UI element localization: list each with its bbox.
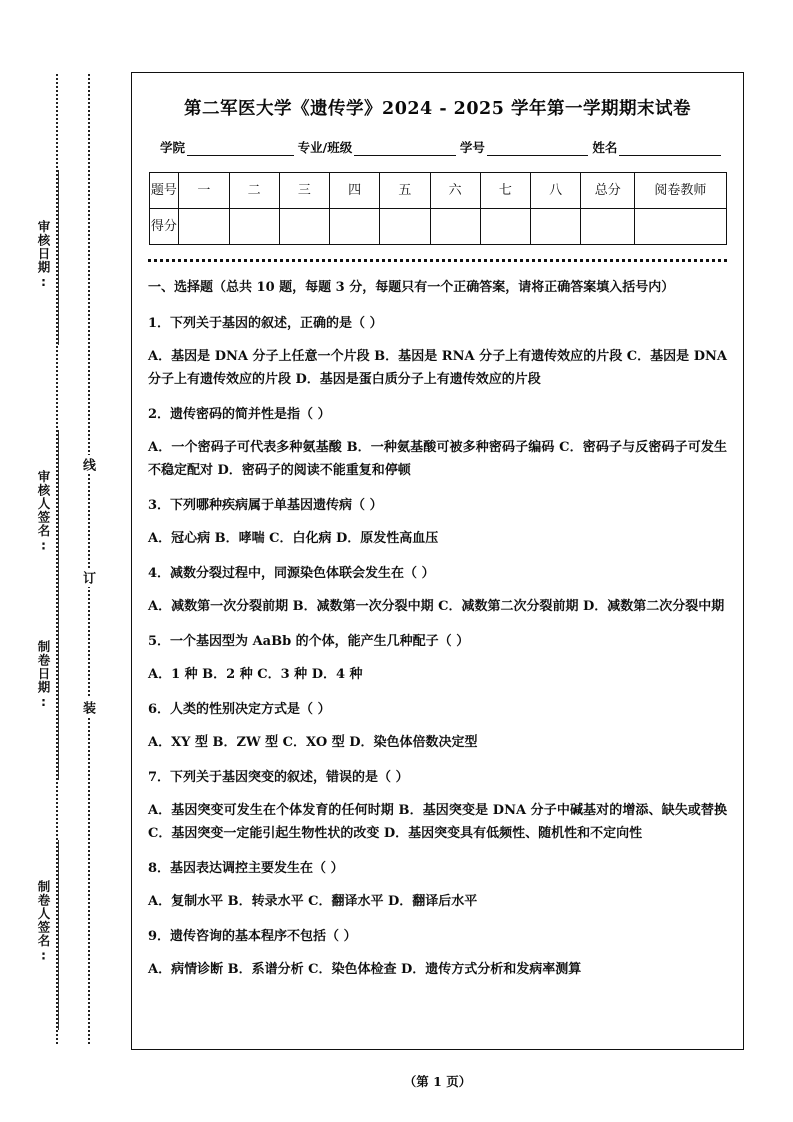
col-header-5: 五 [380,173,430,209]
question-9-options: A．病情诊断 B．系谱分析 C．染色体检查 D．遗传方式分析和发病率测算 [148,962,582,977]
question-5-stem: 5．一个基因型为 AaBb 的个体，能产生几种配子（ ） [148,634,470,649]
question-6-options: A．XY 型 B．ZW 型 C．XO 型 D．染色体倍数决定型 [148,735,478,750]
score-cell-6[interactable] [430,209,480,245]
fold-mark-pack: 装 [79,698,97,717]
question-2-stem: 2．遗传密码的简并性是指（ ） [148,407,331,422]
page-footer: （第 1 页） [403,1074,472,1089]
score-table [149,172,727,245]
col-header-2: 二 [229,173,279,209]
college-field[interactable] [187,141,294,156]
question-5-options: A．1 种 B．2 种 C．3 种 D．4 种 [148,667,363,682]
score-cell-total[interactable] [581,209,635,245]
question-8-stem: 8．基因表达调控主要发生在（ ） [148,861,344,876]
major-class-field[interactable] [354,141,456,156]
name-field[interactable] [619,141,721,156]
paper-maker-signature-rule [58,840,59,1030]
score-cell-4[interactable] [330,209,380,245]
paper-maker-signature-label: 制卷人签名: [36,880,51,964]
table-row-headers [149,173,726,209]
col-header-6: 六 [430,173,480,209]
score-cell-2[interactable] [229,209,279,245]
col-header-4: 四 [330,173,380,209]
audit-date-rule [58,170,59,345]
table-row-scores [149,209,726,245]
marking-teacher-header: 阅卷教师 [635,173,726,209]
score-row-header: 得分 [149,209,179,245]
fold-dash-line-outer [56,74,58,1044]
score-cell-5[interactable] [380,209,430,245]
score-cell-teacher[interactable] [635,209,726,245]
page-title: 第二军医大学《遗传学》2024 - 2025 学年第一学期期末试卷 [184,99,691,119]
question-1-stem: 1．下列关于基因的叙述，正确的是（ ） [148,316,383,331]
question-3-options: A．冠心病 B．哮喘 C．白化病 D．原发性高血压 [148,531,439,546]
fold-mark-bind: 订 [79,568,97,587]
margin-annotations [22,70,66,1050]
question-7-stem: 7．下列关于基因突变的叙述，错误的是（ ） [148,770,409,785]
fold-dash-line-inner [88,74,90,1044]
question-3-stem: 3．下列哪种疾病属于单基因遗传病（ ） [148,498,383,513]
exam-content [148,276,727,981]
score-cell-3[interactable] [279,209,329,245]
auditor-signature-label: 审核人签名: [36,470,51,554]
question-4-options: A．减数第一次分裂前期 B．减数第一次分裂中期 C．减数第二次分裂前期 D．减数第二次分裂中期 [148,599,725,614]
student-info-line [160,138,725,156]
question-8-options: A．复制水平 B．转录水平 C．翻译水平 D．翻译后水平 [148,894,478,909]
question-number-header-text: 题号 [150,183,177,198]
question-9-stem: 9．遗传咨询的基本程序不包括（ ） [148,929,357,944]
question-2-options: A．一个密码子可代表多种氨基酸 B．一种氨基酸可被多种密码子编码 C．密码子与反密码子可发生不稳定配对 D．密码子的阅读不能重复和停顿 [148,440,727,478]
college-label: 学院 [160,140,186,155]
total-score-header: 总分 [581,173,635,209]
question-4-stem: 4．减数分裂过程中，同源染色体联会发生在（ ） [148,566,435,581]
question-number-header [149,173,179,209]
col-header-7: 七 [480,173,530,209]
paper-date-label: 制卷日期: [36,640,51,710]
student-id-label: 学号 [459,140,485,155]
name-label: 姓名 [592,140,618,155]
col-header-3: 三 [279,173,329,209]
col-header-8: 八 [531,173,581,209]
major-class-label: 专业/班级 [297,140,353,155]
exam-paper-body [131,72,744,1050]
student-id-field[interactable] [487,141,589,156]
audit-date-label: 审核日期: [36,220,51,290]
paper-date-rule [58,600,59,780]
question-6-stem: 6．人类的性别决定方式是（ ） [148,702,331,717]
col-header-1: 一 [179,173,229,209]
score-cell-1[interactable] [179,209,229,245]
fold-mark-line: 线 [79,455,97,474]
question-1-options: A．基因是 DNA 分子上任意一个片段 B．基因是 RNA 分子上有遗传效应的片段 C．基因是 DNA 分子上有遗传效应的片段 D．基因是蛋白质分子上有遗传效应的片段 [148,349,727,387]
question-7-options: A．基因突变可发生在个体发育的任何时期 B．基因突变是 DNA 分子中碱基对的增添、缺失或替换 C．基因突变一定能引起生物性状的改变 D．基因突变具有低频性、随机性和不定向性 [148,803,727,841]
score-cell-7[interactable] [480,209,530,245]
section-divider [148,259,727,262]
auditor-signature-rule [58,430,59,625]
section-heading-choice: 一、选择题（总共 10 题，每题 3 分，每题只有一个正确答案，请将正确答案填入括号内） [148,280,675,295]
score-cell-8[interactable] [531,209,581,245]
